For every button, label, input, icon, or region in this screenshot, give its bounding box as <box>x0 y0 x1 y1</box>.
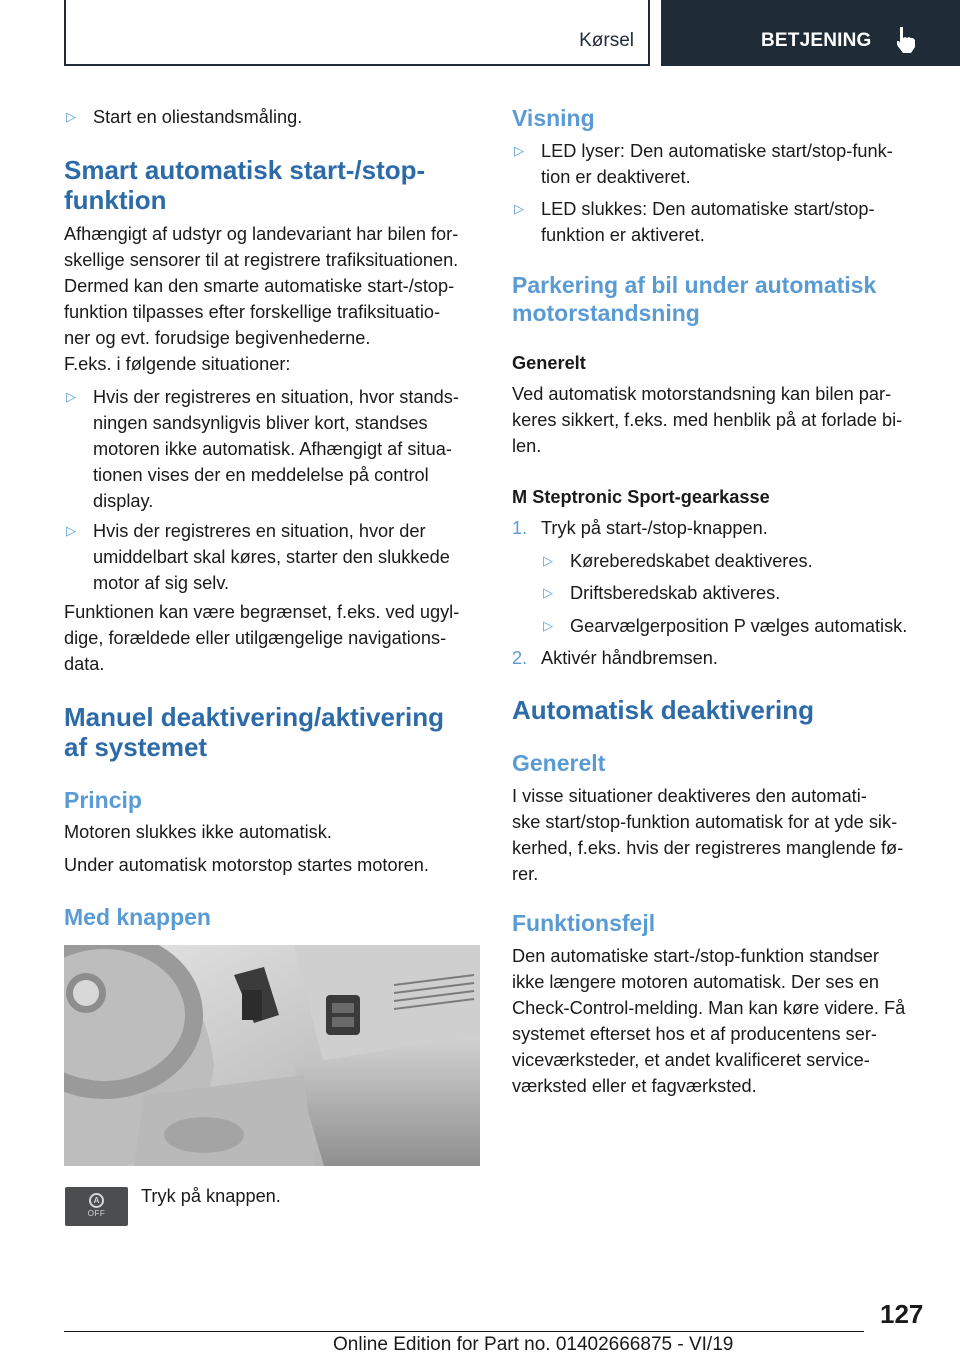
triangle-bullet-icon: ▷ <box>543 618 553 633</box>
list-item: ▷ Køreberedskabet deaktiveres. <box>512 548 932 574</box>
pointing-hand-icon <box>894 26 920 54</box>
triangle-bullet-icon: ▷ <box>66 109 76 124</box>
list-item: ▷ LED lyser: Den automatiske start/stop-funk- tion er deaktiveret. <box>512 138 926 190</box>
paragraph-limited: Funktionen kan være begrænset, f.eks. ved ugyl- dige, forældede eller utilgængelige navigations- data. <box>64 602 460 674</box>
paragraph-princip-2: Under automatisk motorstop startes motoren. <box>64 855 429 875</box>
page-number: 127 <box>880 1299 924 1329</box>
list-item: ▷ Hvis der registreres en situation, hvor der umiddelbart skal køres, starter den slukkede motor af sig selv. <box>64 518 478 596</box>
heading-manual: Manuel deaktivering/aktivering af systemet <box>64 702 445 762</box>
heading-funktionsfejl: Funktionsfejl <box>512 910 656 936</box>
triangle-bullet-icon: ▷ <box>66 523 76 538</box>
step-2: 2. Aktivér håndbremsen. <box>512 648 718 668</box>
heading-parkering: Parkering af bil under automatisk motorstandsning <box>512 272 877 326</box>
triangle-bullet-icon: ▷ <box>543 585 553 600</box>
caption-press-button: Tryk på knappen. <box>141 1186 281 1206</box>
paragraph-funktionsfejl: Den automatiske start-/stop-funktion standser ikke længere motoren automatisk. Der ses en Check-Control-melding. Man kan køre videre. Få systemet efterset hos et af producentens ser- viceværksteder, et andet kvalificeret service- værksted eller et fagværksted. <box>512 946 906 1096</box>
triangle-bullet-icon: ▷ <box>66 389 76 404</box>
auto-start-stop-button-icon: A OFF <box>65 1187 128 1226</box>
paragraph-smart: Afhængigt af udstyr og landevariant har bilen for- skellige sensorer til at registrere trafiksituationen. Dermed kan den smarte automatiske start-/stop- funktion tilpasses efter forskellige trafiksituatio- ner og evt. forudsige begivenhederne. <box>64 224 459 348</box>
list-item: ▷ Start en oliestandsmåling. <box>64 104 478 130</box>
dashboard-illustration <box>64 945 480 1166</box>
heading-smart-start-stop: Smart automatisk start-/stop- funktion <box>64 155 426 215</box>
heading-med-knappen: Med knappen <box>64 904 211 930</box>
heading-generelt-2: Generelt <box>512 750 606 776</box>
paragraph-generelt-2: I visse situationer deaktiveres den automati- ske start/stop-funktion automatisk for at yde sik- kerhed, f.eks. hvis der registreres manglende fø- rer. <box>512 786 904 884</box>
list-item: ▷ LED slukkes: Den automatiske start/stop- funktion er aktiveret. <box>512 196 926 248</box>
list-item: ▷ Hvis der registreres en situation, hvor stands- ningen sandsynligvis bliver kort, standses motoren ikke automatisk. Afhængigt af situa- tionen vises der en meddelelse på control display. <box>64 384 478 514</box>
paragraph-generelt-1: Ved automatisk motorstandsning kan bilen par- keres sikkert, f.eks. med henblik på at forlade bi- len. <box>512 384 903 456</box>
heading-visning: Visning <box>512 105 595 131</box>
triangle-bullet-icon: ▷ <box>543 553 553 568</box>
triangle-bullet-icon: ▷ <box>514 201 524 216</box>
footer-edition: Online Edition for Part no. 01402666875 - VI/19 <box>333 1334 734 1355</box>
list-item: ▷ Driftsberedskab aktiveres. <box>512 580 932 606</box>
paragraph-princip-1: Motoren slukkes ikke automatisk. <box>64 822 332 842</box>
heading-automatisk-deaktivering: Automatisk deaktivering <box>512 695 814 725</box>
triangle-bullet-icon: ▷ <box>514 143 524 158</box>
list-item: ▷ Gearvælgerposition P vælges automatisk. <box>512 613 952 639</box>
heading-gearkasse: M Steptronic Sport-gearkasse <box>512 487 770 507</box>
step-1: 1. Tryk på start-/stop-knappen. <box>512 518 768 538</box>
footer-divider <box>64 1331 864 1332</box>
paragraph-example: F.eks. i følgende situationer: <box>64 354 291 374</box>
dashboard-photo <box>64 945 480 1166</box>
heading-generelt-1: Generelt <box>512 353 586 373</box>
header-chapter-tab <box>661 0 960 66</box>
chapter-title: BETJENING <box>761 30 872 51</box>
heading-princip: Princip <box>64 787 142 813</box>
section-title: Kørsel <box>579 30 634 51</box>
header-section-tab <box>64 0 650 66</box>
a-circle-icon: A <box>89 1193 104 1208</box>
